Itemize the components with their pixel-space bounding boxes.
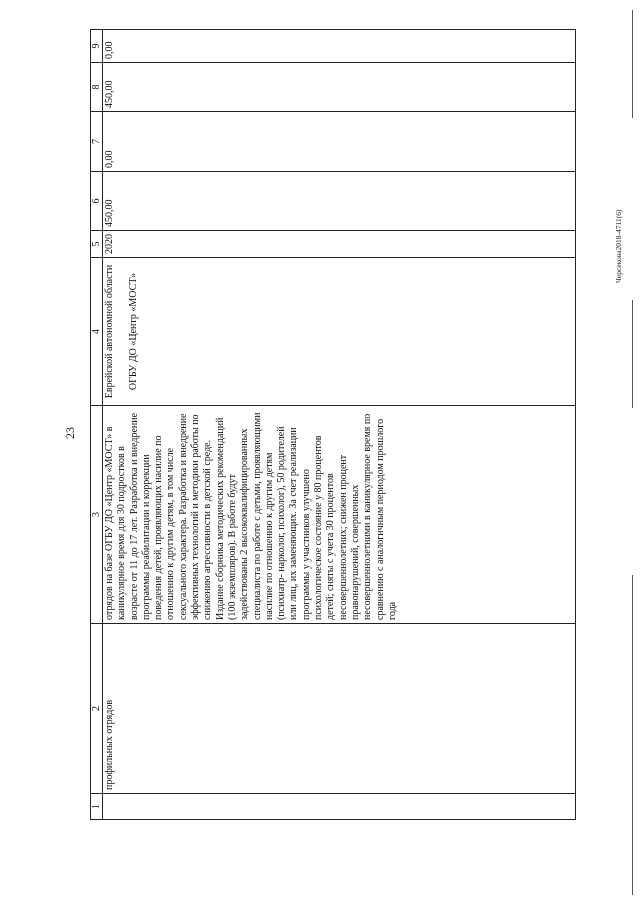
header-col-8: 8	[91, 63, 103, 112]
executor-region: Еврейской автономной области	[104, 264, 115, 399]
header-col-6: 6	[91, 172, 103, 231]
header-col-5: 5	[91, 231, 103, 258]
header-col-1: 1	[91, 794, 103, 820]
cell-event-name: профильных отрядов	[103, 624, 576, 794]
cell-total-amount: 450,00	[103, 172, 576, 231]
header-col-3: 3	[91, 406, 103, 624]
cell-amount-col7: 0,00	[103, 112, 576, 172]
table-row	[103, 30, 576, 820]
cell-number	[103, 794, 576, 820]
header-col-9: 9	[91, 30, 103, 63]
document-code: Черсекова2018-4711(6)	[614, 209, 623, 283]
header-col-7: 7	[91, 112, 103, 172]
margin-line-top	[632, 10, 633, 118]
header-col-2: 2	[91, 624, 103, 794]
header-col-4: 4	[91, 258, 103, 406]
rotated-table-container	[90, 30, 576, 820]
page-number: 23	[63, 427, 77, 439]
margin-line-bottom	[632, 575, 633, 895]
margin-line-mid	[632, 300, 633, 408]
executor-organization: ОГБУ ДО «Центр «МОСТ»	[128, 272, 140, 391]
cell-amount-col8: 450,00	[103, 63, 576, 112]
cell-executor	[103, 258, 576, 406]
cell-year: 2020	[103, 231, 576, 258]
cell-amount-col9: 0,00	[103, 30, 576, 63]
program-table	[90, 29, 576, 820]
cell-description: отрядов на базе ОГБУ ДО «Центр «МОСТ» в каникулярное время для 30 подростков в возрасте от 11 до 17 лет. Разработка и внедрение программы реабилитации и коррекции поведения детей, проявляющих насилие по отношению к другим детям, в том числе сексуального характера. Разработка и внедрение эффективных технологий и методики работы по снижению агрессивности в детской среде. Издание сборника методических рекомендаций (100 экземпляров). В работе будут задействованы 2 высококвалифицированных специалиста по работе с детьми, проявляющими насилие по отношению к другим детям (психиатр- нарколог, психолог), 50 родителей или лиц, их заменяющих. За счет реализации программы у участников улучшено психологическое состояние у 80 процентов детей; сняты с учета 30 процентов несовершеннолетних; снижен процент правонарушений, совершенных несовершеннолетними в каникулярное время по сравнению с аналогичным периодом прошлого года	[103, 406, 576, 624]
header-row	[91, 30, 103, 820]
